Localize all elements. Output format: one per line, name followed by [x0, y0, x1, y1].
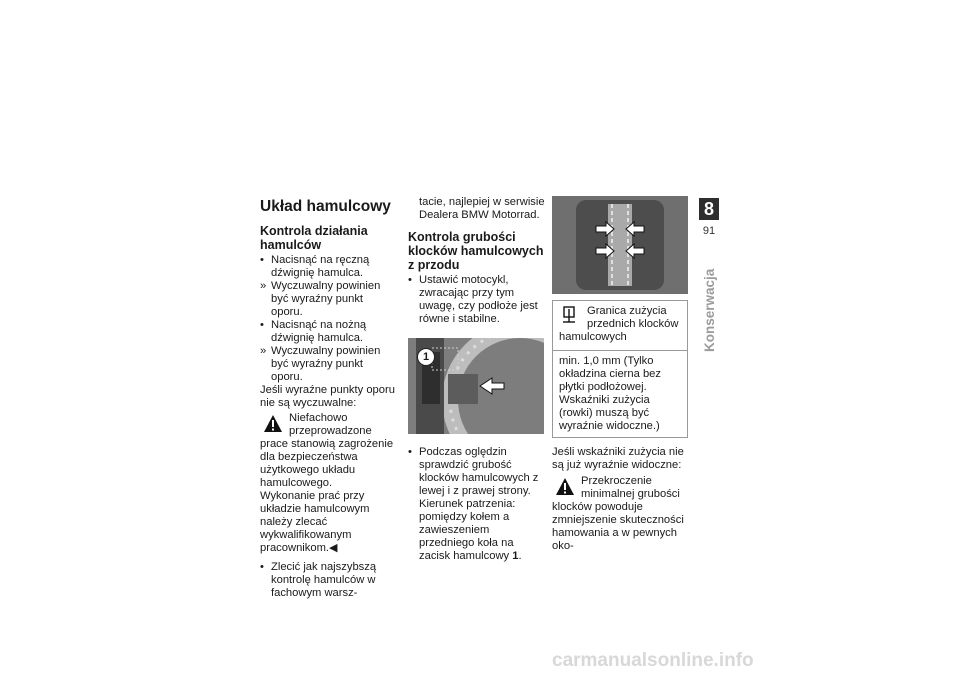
subsection-title: Kontrola działania hamulców — [260, 224, 368, 252]
list-item: » Wyczuwalny powinien być wyraźny punkt oporu. — [260, 280, 381, 318]
paragraph: tacie, najlepiej w serwisie Dealera BMW Motorrad. — [419, 196, 545, 221]
chapter-side-label: Konserwacja — [702, 268, 717, 352]
column-2 — [408, 196, 545, 563]
warning-icon — [555, 477, 575, 496]
brake-pads-illustration — [552, 196, 688, 294]
list-item: • Podczas oględzin sprawdzić grubość klocków hamulcowych z lewej i z prawej strony. Kierunek patrzenia: pomiędzy kołem a zawieszeniem przedniego koła na zacisk hamulcowy 1. — [408, 446, 539, 562]
warning-icon — [263, 414, 283, 433]
list-item: • Nacisnąć na nożną dźwignię hamulca. — [260, 319, 367, 344]
callout-1: 1 — [417, 348, 435, 366]
warning-block: Niefachowo przeprowadzone prace stanowią zagrożenie dla bezpieczeństwa użytkowego układu hamulcowego. — [260, 412, 394, 489]
list-item: » Wyczuwalny powinien być wyraźny punkt oporu. — [260, 345, 381, 383]
paragraph: Jeśli wyraźne punkty oporu nie są wyczuwalne: — [260, 384, 395, 409]
wear-limit-icon — [559, 305, 579, 324]
spec-table — [552, 300, 688, 438]
brake-pads-photo — [552, 196, 688, 294]
column-1 — [260, 196, 396, 600]
list-item: • Ustawić motocykl, zwracając przy tym uwagę, czy podłoże jest równe i stabilne. — [408, 274, 538, 325]
chapter-number: 8 — [699, 198, 719, 220]
list-item: • Nacisnąć na ręczną dźwignię hamulca. — [260, 254, 370, 279]
warning-block: Przekroczenie minimalnej grubości klocków powoduje zmniejszenie skuteczności hamowania a w pewnych oko- — [552, 475, 684, 552]
paragraph: Wykonanie prać przy układzie hamulcowym należy zlecać wykwalifikowanym pracownikom.◀ — [260, 490, 370, 554]
spec-table-header: Granica zużycia przednich klocków hamulcowych — [553, 301, 687, 351]
list-item: • Zlecić jak najszybszą kontrolę hamulców w fachowym warsz- — [260, 561, 377, 599]
paragraph: Jeśli wskaźniki zużycia nie są już wyraźnie widoczne: — [552, 446, 684, 471]
brake-caliper-photo — [408, 338, 544, 434]
subsection-title: Kontrola grubości klocków hamulcowych z przodu — [408, 230, 544, 272]
column-3 — [552, 196, 688, 553]
watermark: carmanualsonline.info — [552, 650, 754, 671]
section-title: Układ hamulcowy — [260, 198, 391, 215]
page-number: 91 — [702, 225, 716, 237]
spec-table-value: min. 1,0 mm (Tylko okładzina cierna bez płytki podłożowej. Wskaźniki zużycia (rowki) muszą być wyraźnie widoczne.) — [559, 355, 661, 432]
